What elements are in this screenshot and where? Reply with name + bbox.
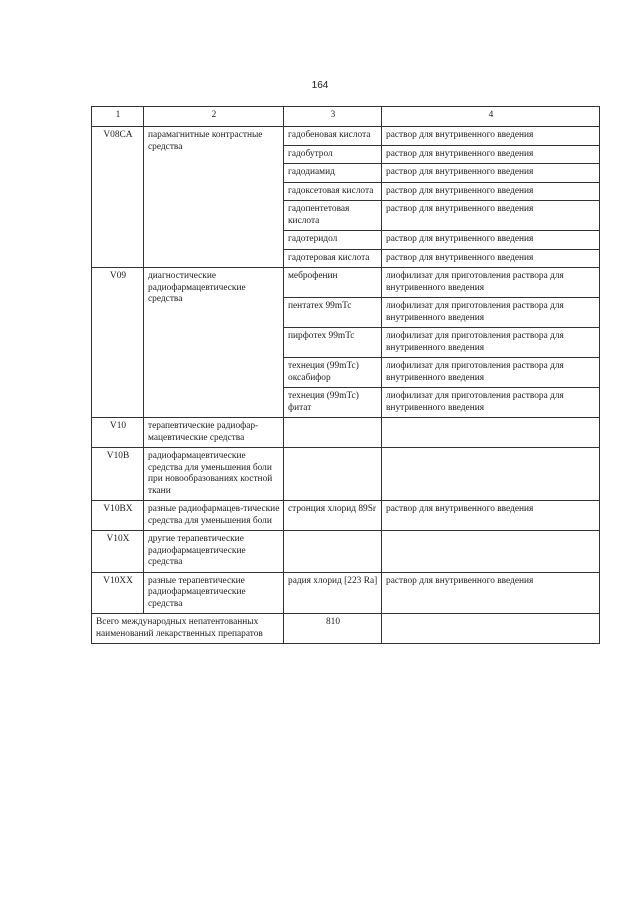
drug-name-cell: гадопентетовая кислота [284,201,382,231]
atc-code-cell: V08CA [92,127,144,268]
table-row [92,501,600,531]
total-empty-cell [382,614,600,644]
dosage-form-cell: лиофилизат для приготовления раствора для внутривенного введения [382,388,600,418]
drug-name-cell: пирфотех 99mTc [284,328,382,358]
dosage-form-cell: раствор для внутривенного введения [382,572,600,614]
dosage-form-cell [382,448,600,501]
atc-code-cell: V10B [92,448,144,501]
table-body [92,127,600,614]
drug-name-cell: радия хлорид [223 Ra] [284,572,382,614]
total-label: Всего международных непатентованных наименований лекарственных препаратов [92,614,284,644]
column-header-4: 4 [382,107,600,127]
drug-name-cell: гадотеридол [284,231,382,250]
dosage-form-cell: раствор для внутривенного введения [382,201,600,231]
table-row [92,448,600,501]
group-name-cell: диагностические радиофармацевтические средства [144,268,284,418]
table-row [92,572,600,614]
dosage-form-cell: лиофилизат для приготовления раствора для внутривенного введения [382,358,600,388]
dosage-form-cell [382,531,600,573]
drug-name-cell: пентатех 99mTc [284,298,382,328]
atc-code-cell: V10X [92,531,144,573]
drug-name-cell [284,418,382,448]
drug-table [91,106,600,644]
dosage-form-cell: раствор для внутривенного введения [382,501,600,531]
atc-code-cell: V09 [92,268,144,418]
dosage-form-cell: раствор для внутривенного введения [382,145,600,164]
dosage-form-cell: раствор для внутривенного введения [382,249,600,268]
drug-name-cell: технеция (99mTc) оксабифор [284,358,382,388]
group-name-cell: парамагнитные контрастные средства [144,127,284,268]
drug-name-cell: гадодиамид [284,164,382,183]
table-row [92,418,600,448]
header-row [92,107,600,127]
drug-name-cell: стронция хлорид 89Sr [284,501,382,531]
dosage-form-cell: лиофилизат для приготовления раствора для внутривенного введения [382,328,600,358]
drug-name-cell: меброфенин [284,268,382,298]
table-row [92,268,600,298]
drug-name-cell: гадобутрол [284,145,382,164]
atc-code-cell: V10BX [92,501,144,531]
dosage-form-cell [382,418,600,448]
table-row [92,127,600,146]
drug-name-cell [284,448,382,501]
dosage-form-cell: лиофилизат для приготовления раствора для внутривенного введения [382,298,600,328]
group-name-cell: разные радиофармацев-тические средства для уменьшения боли [144,501,284,531]
dosage-form-cell: лиофилизат для приготовления раствора для внутривенного введения [382,268,600,298]
dosage-form-cell: раствор для внутривенного введения [382,164,600,183]
drug-name-cell [284,531,382,573]
column-header-1: 1 [92,107,144,127]
table-row [92,531,600,573]
group-name-cell: разные терапевтические радиофармацевтические средства [144,572,284,614]
total-row [92,614,600,644]
atc-code-cell: V10XX [92,572,144,614]
dosage-form-cell: раствор для внутривенного введения [382,231,600,250]
drug-name-cell: гадоксетовая кислота [284,182,382,201]
atc-code-cell: V10 [92,418,144,448]
drug-name-cell: гадотеровая кислота [284,249,382,268]
column-header-2: 2 [144,107,284,127]
drug-name-cell: технеция (99mTc) фитат [284,388,382,418]
group-name-cell: радиофармацевтические средства для уменьшения боли при новообразованиях костной ткани [144,448,284,501]
total-value: 810 [284,614,382,644]
dosage-form-cell: раствор для внутривенного введения [382,182,600,201]
group-name-cell: другие терапевтические радиофармацевтические средства [144,531,284,573]
page-number: 164 [311,80,329,91]
column-header-3: 3 [284,107,382,127]
dosage-form-cell: раствор для внутривенного введения [382,127,600,146]
group-name-cell: терапевтические радиофар-мацевтические средства [144,418,284,448]
drug-name-cell: гадобеновая кислота [284,127,382,146]
